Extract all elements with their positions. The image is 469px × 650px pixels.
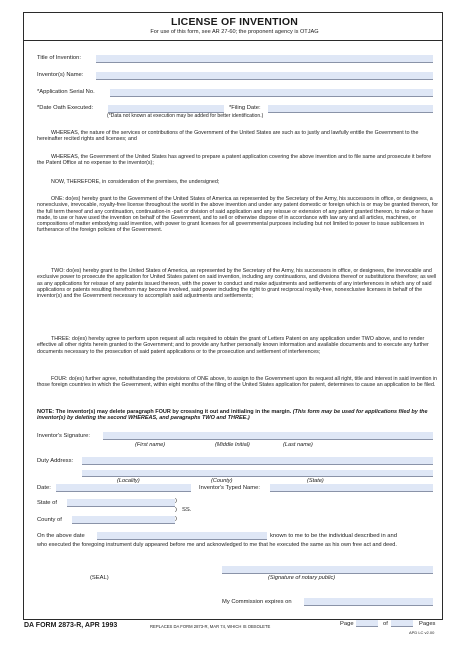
note-italic-text: (This form may be used for applications filed by the inventor(s) by deleting the second WHEREAS, and paragraphs TWO and THREE.) bbox=[37, 409, 428, 422]
seal-label: (SEAL) bbox=[90, 575, 109, 581]
inventor-signature-label: Inventor's Signature: bbox=[37, 433, 90, 439]
of-label: of bbox=[383, 621, 388, 627]
paren-2: ) bbox=[175, 507, 177, 513]
duty-address-field-2[interactable] bbox=[82, 470, 433, 477]
paragraph-one: ONE: do(es) hereby grant to the Government of the United States of America as represented by the Secretary of the Army, his successors in office, or designees, a nonexclusive, irrevocable, royalty-free license throughout the world in the above invention and under any patent domestic or foreign which is or may be granted thereon, for the full term thereof and any continuation, continuation-in -part or division of said application and any reissue or extension of any patent granted thereon, to make or have made, to use or have used the invention on behalf of the Government, and to sell or otherwise dispose of in accordance with law any and all articles, machines, or compositions of matter embodying said invention, with power to grant licenses for all governmental purposes including but not limited to power to issue sublicenses in furtherance of the foreign policies of the Government. bbox=[37, 196, 439, 234]
duty-address-label: Duty Address: bbox=[37, 458, 74, 464]
form-id: DA FORM 2873-R, APR 1993 bbox=[24, 622, 118, 629]
state-caption: (State) bbox=[307, 478, 324, 484]
replaces-note: REPLACES DA FORM 2873-R, MAR 74, WHICH IS OBSOLETE bbox=[150, 624, 271, 629]
filing-date-field[interactable] bbox=[268, 105, 433, 113]
date-oath-label: *Date Oath Executed: bbox=[37, 105, 94, 111]
commission-expires-field[interactable] bbox=[304, 598, 433, 606]
notary-acknowledgement-text: who executed the foregoing instrument duly appeared before me and acknowledged to me that he executed the same as his own free act and deed. bbox=[37, 542, 397, 548]
paragraph-whereas-2: WHEREAS, the Government of the United States has agreed to prepare a patent application covering the above invention and to file same and prosecute it before the Patent Office at no expense to the inventor(s); bbox=[37, 154, 432, 167]
page-label: Page bbox=[340, 621, 354, 627]
header-divider bbox=[23, 40, 443, 41]
duty-address-field-1[interactable] bbox=[82, 457, 433, 465]
first-name-caption: (First name) bbox=[135, 442, 166, 448]
individual-name-field[interactable] bbox=[97, 532, 267, 540]
last-name-caption: (Last name) bbox=[283, 442, 313, 448]
county-caption: (County) bbox=[211, 478, 233, 484]
notary-signature-caption: (Signature of notary public) bbox=[268, 575, 336, 581]
form-subtitle: For use of this form, see AR 27-60; the proponent agency is OTJAG bbox=[150, 29, 319, 35]
typed-name-field[interactable] bbox=[270, 484, 433, 492]
notary-signature-field[interactable] bbox=[222, 566, 433, 574]
pages-label: Pages bbox=[419, 621, 436, 627]
date-oath-field[interactable] bbox=[108, 105, 224, 113]
page-number-field[interactable] bbox=[356, 620, 378, 627]
commission-expires-label: My Commission expires on bbox=[222, 599, 292, 605]
version-label: APD LC v2.00 bbox=[409, 630, 435, 635]
state-of-label: State of bbox=[37, 500, 57, 506]
inventor-name-label: Inventor(s) Name: bbox=[37, 72, 84, 78]
date-field[interactable] bbox=[56, 484, 191, 492]
paragraph-now-therefore: NOW, THEREFORE, in consideration of the premises, the undersigned; bbox=[51, 179, 220, 185]
form-title: LICENSE OF INVENTION bbox=[170, 16, 299, 28]
application-serial-field[interactable] bbox=[110, 89, 433, 97]
paragraph-two: TWO: do(es) hereby grant to the United States of America, as represented by the Secretary of the Army, his successors in office, or designees, the irrevocable and exclusive power to prosecute the application for United States patent on said invention, including any continuations, and divisions thereof or substitutions therefore; as well as any applications for reissue of any patents issued thereon, with the power to conduct and make adjustments and settlements of any interferences in which any of said applications or patents resulting therefrom may become involved, said power including the right to grant reciprocal royalty-free, nonexclusive licenses in behalf of the inventor(s) and the Government necessary to accomplish said adjustments and settlements; bbox=[37, 268, 437, 300]
page-count-field[interactable] bbox=[391, 620, 413, 627]
note-paragraph bbox=[37, 409, 439, 422]
paren-3: ) bbox=[175, 516, 177, 522]
middle-initial-caption: (Middle Initial) bbox=[215, 442, 250, 448]
application-serial-label: *Application Serial No. bbox=[37, 89, 95, 95]
ss-label: SS. bbox=[182, 507, 192, 513]
title-of-invention-label: Title of Invention: bbox=[37, 55, 81, 61]
note-text: NOTE: The inventor(s) may delete paragraph FOUR by crossing it out and initialing in the margin. bbox=[37, 409, 292, 415]
known-to-me-text: known to me to be the individual described in and bbox=[270, 533, 397, 539]
above-date-label: On the above date bbox=[37, 533, 85, 539]
paragraph-whereas-1: WHEREAS, the nature of the services or contributions of the Government of the United States are such as to justly and lawfully entitle the Government to the hereinafter recited rights and licenses; and bbox=[37, 130, 419, 143]
county-of-field[interactable] bbox=[72, 516, 175, 524]
paragraph-three: THREE: do(es) hereby agree to perform upon request all acts required to obtain the grant of Letters Patent on any application under TWO above, and to render effective all other rights herein granted to the Government; and to provide any further personally known information and available documents and to execute any further documents necessary to the prosecution of said patent applications or to the prosecution and settlement of interferences; bbox=[37, 336, 429, 355]
county-of-label: County of bbox=[37, 517, 62, 523]
data-note: (*Data not known at execution may be added for better identification.) bbox=[107, 113, 264, 119]
form-border bbox=[23, 12, 443, 620]
typed-name-label: Inventor's Typed Name: bbox=[199, 485, 260, 491]
date-label: Date: bbox=[37, 485, 51, 491]
inventor-signature-field[interactable] bbox=[103, 432, 433, 440]
paren-1: ) bbox=[175, 498, 177, 504]
filing-date-label: *Filing Date: bbox=[229, 105, 261, 111]
locality-caption: (Locality) bbox=[117, 478, 140, 484]
paragraph-four: FOUR: do(es) further agree, notwithstanding the provisions of ONE above, to assign to the Government upon its request all right, title and interest in said invention in those foreign countries in which the Government, within eight months of the filing of the United States application for patent, determines to cause an application to be filed. bbox=[37, 376, 437, 389]
title-of-invention-field[interactable] bbox=[96, 55, 433, 63]
state-of-field[interactable] bbox=[67, 499, 175, 507]
inventor-name-field[interactable] bbox=[96, 72, 433, 80]
